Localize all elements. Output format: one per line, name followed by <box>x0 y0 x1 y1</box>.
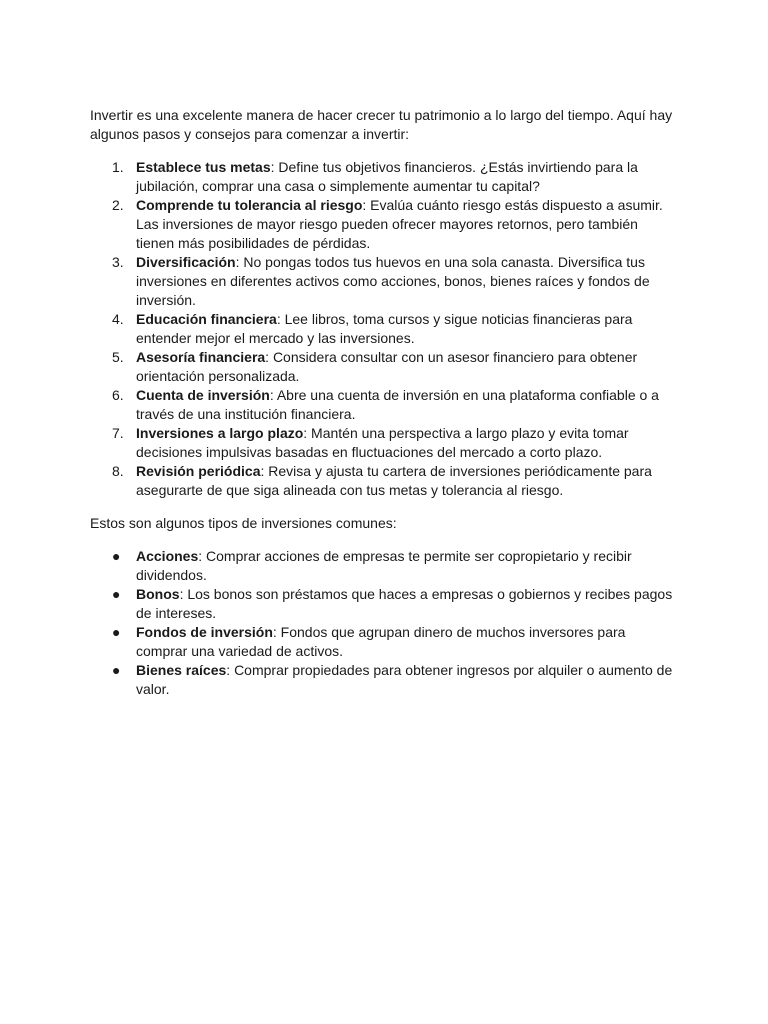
item-text: : Evalúa cuánto riesgo estás dispuesto a asumir. Las inversiones de mayor riesgo pueden ofrecer mayores retornos, pero también tienen más posibilidades de pérdidas. <box>136 197 663 251</box>
item-text: : No pongas todos tus huevos en una sola canasta. Diversifica tus inversiones en diferentes activos como acciones, bonos, bienes raíces y fondos de inversión. <box>136 254 650 308</box>
list-number: 3. <box>112 254 124 270</box>
list-number: 7. <box>112 425 124 441</box>
list-item <box>90 253 676 310</box>
item-text: : Comprar propiedades para obtener ingresos por alquiler o aumento de valor. <box>136 662 673 697</box>
item-text: : Revisa y ajusta tu cartera de inversiones periódicamente para asegurarte de que siga alineada con tus metas y tolerancia al riesgo. <box>136 463 652 498</box>
list-number: 1. <box>112 159 124 175</box>
list-item <box>90 158 676 196</box>
list-item <box>90 310 676 348</box>
item-term: Cuenta de inversión <box>136 387 270 403</box>
investment-types-list <box>90 547 676 699</box>
item-text: : Comprar acciones de empresas te permite ser copropietario y recibir dividendos. <box>136 548 632 583</box>
list-item <box>90 661 676 699</box>
bullet-icon: ● <box>112 624 121 640</box>
bullet-icon: ● <box>112 586 121 602</box>
list-item <box>90 623 676 661</box>
types-intro-paragraph: Estos son algunos tipos de inversiones comunes: <box>90 515 397 531</box>
item-term: Bonos <box>136 586 180 602</box>
bullet-icon: ● <box>112 548 121 564</box>
list-number: 4. <box>112 311 124 327</box>
list-item <box>90 424 676 462</box>
item-term: Bienes raíces <box>136 662 227 678</box>
item-text: : Lee libros, toma cursos y sigue noticias financieras para entender mejor el mercado y las inversiones. <box>136 311 633 346</box>
steps-list <box>90 158 676 500</box>
list-item <box>90 348 676 386</box>
list-item <box>90 386 676 424</box>
list-number: 2. <box>112 197 124 213</box>
list-item <box>90 196 676 253</box>
item-text: : Fondos que agrupan dinero de muchos inversores para comprar una variedad de activos. <box>136 624 626 659</box>
item-term: Fondos de inversión <box>136 624 273 640</box>
bullet-icon: ● <box>112 662 121 678</box>
item-term: Asesoría financiera <box>136 349 266 365</box>
list-number: 6. <box>112 387 124 403</box>
list-item <box>90 547 676 585</box>
item-term: Acciones <box>136 548 199 564</box>
item-term: Establece tus metas <box>136 159 271 175</box>
list-number: 8. <box>112 463 124 479</box>
item-term: Comprende tu tolerancia al riesgo <box>136 197 363 213</box>
item-text: : Mantén una perspectiva a largo plazo y evita tomar decisiones impulsivas basadas en fluctuaciones del mercado a corto plazo. <box>136 425 629 460</box>
item-term: Educación financiera <box>136 311 277 327</box>
item-text: : Los bonos son préstamos que haces a empresas o gobiernos y recibes pagos de intereses. <box>136 586 673 621</box>
item-term: Inversiones a largo plazo <box>136 425 304 441</box>
list-item <box>90 462 676 500</box>
document-body <box>90 106 676 699</box>
item-term: Diversificación <box>136 254 236 270</box>
item-text: : Considera consultar con un asesor financiero para obtener orientación personalizada. <box>136 349 638 384</box>
item-text: : Define tus objetivos financieros. ¿Estás invirtiendo para la jubilación, comprar una casa o simplemente aumentar tu capital? <box>136 159 638 194</box>
intro-paragraph: Invertir es una excelente manera de hacer crecer tu patrimonio a lo largo del tiempo. Aquí hay algunos pasos y consejos para comenzar a invertir: <box>90 107 673 142</box>
list-item <box>90 585 676 623</box>
item-text: : Abre una cuenta de inversión en una plataforma confiable o a través de una institución financiera. <box>136 387 659 422</box>
list-number: 5. <box>112 349 124 365</box>
item-term: Revisión periódica <box>136 463 261 479</box>
